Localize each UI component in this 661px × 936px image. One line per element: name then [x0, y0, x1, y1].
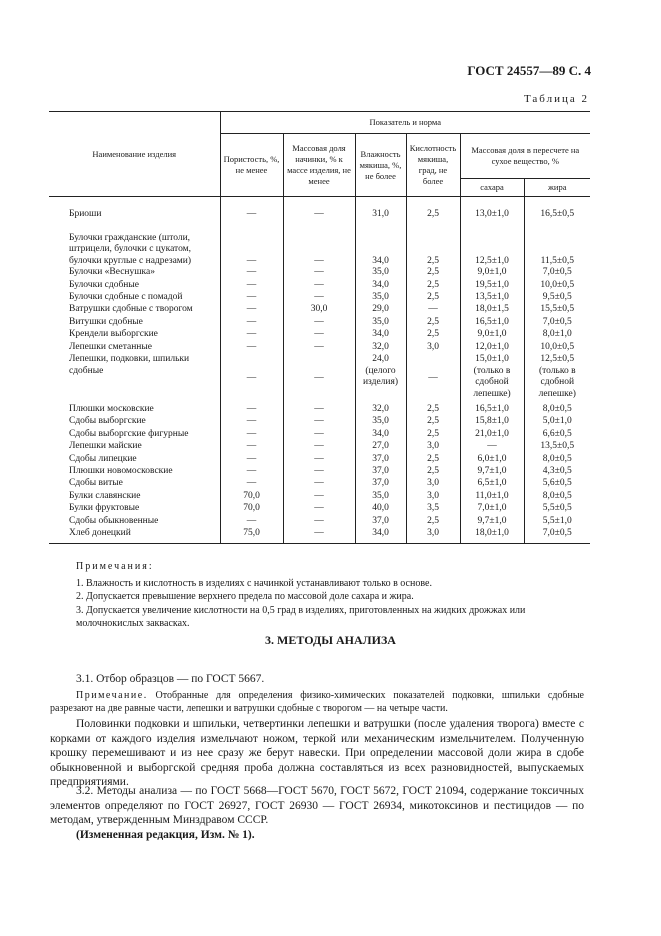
cell-moisture: 29,0	[355, 304, 406, 316]
row-name: Лепешки майские	[69, 441, 142, 452]
cell-acidity: 2,5	[406, 429, 460, 441]
cell-fat: 6,6±0,5	[524, 429, 590, 441]
cell-filling: —	[283, 491, 355, 503]
cell-porosity: —	[220, 280, 283, 292]
cell-moisture: 34,0	[355, 528, 406, 544]
row-name: Бриоши	[69, 209, 102, 220]
table-row	[49, 491, 590, 503]
cell-sugar: 13,5±1,0	[460, 292, 524, 304]
cell-fat: 11,5±0,5	[524, 233, 590, 268]
cell-acidity: 2,5	[406, 280, 460, 292]
row-name: Витушки сдобные	[69, 316, 143, 327]
cell-acidity: 2,5	[406, 233, 460, 268]
page-header: ГОСТ 24557—89 С. 4	[467, 63, 591, 78]
cell-acidity: 3,0	[406, 491, 460, 503]
table-row	[49, 342, 590, 354]
cell-sugar: 21,0±1,0	[460, 429, 524, 441]
cell-porosity: —	[220, 329, 283, 341]
cell-moisture: 35,0	[355, 491, 406, 503]
section-title: 3. МЕТОДЫ АНАЛИЗА	[265, 633, 396, 647]
cell-acidity: 2,5	[406, 416, 460, 428]
cell-filling: —	[283, 441, 355, 453]
table-row	[49, 404, 590, 416]
cell-fat: 7,0±0,5	[524, 317, 590, 329]
cell-sugar: 9,7±1,0	[460, 516, 524, 528]
paragraph-text: 3.2. Методы анализа — по ГОСТ 5668—ГОСТ 5670, ГОСТ 5672, ГОСТ 21094, содержание токсичных элементов определяют по ГОСТ 26927, ГОСТ 26930 — ГОСТ 26934, микотоксинов и пестицидов — по методам, утвержденным Минздравом СССР.	[50, 785, 584, 826]
table-row	[49, 429, 590, 441]
cell-moisture: 37,0	[355, 516, 406, 528]
cell-filling: —	[283, 454, 355, 466]
row-name: Сдобы витые	[69, 478, 123, 489]
cell-acidity: —	[406, 304, 460, 316]
row-name: Булочки сдобные с помадой	[69, 292, 183, 303]
cell-moisture: 31,0	[355, 209, 406, 221]
cell-acidity: 3,0	[406, 342, 460, 354]
cell-fat: 5,6±0,5	[524, 478, 590, 490]
cell-fat: 5,5±0,5	[524, 503, 590, 515]
row-name: Ватрушки сдобные с творогом	[69, 304, 193, 315]
cell-fat: 8,0±0,5	[524, 404, 590, 416]
cell-filling: —	[283, 404, 355, 416]
cell-sugar: 16,5±1,0	[460, 404, 524, 416]
cell-acidity: 2,5	[406, 516, 460, 528]
cell-acidity: 3,5	[406, 503, 460, 515]
row-name: Лепешки сметанные	[69, 341, 152, 352]
cell-porosity: —	[220, 454, 283, 466]
cell-porosity: —	[220, 429, 283, 441]
cell-sugar: 7,0±1,0	[460, 503, 524, 515]
cell-sugar: 9,0±1,0	[460, 329, 524, 341]
cell-sugar: 11,0±1,0	[460, 491, 524, 503]
paragraph-preparation	[50, 717, 584, 790]
table-row	[49, 329, 590, 341]
table-notes	[76, 560, 596, 631]
table-row	[49, 317, 590, 329]
cell-acidity: 2,5	[406, 404, 460, 416]
row-name: Плюшки новомосковские	[69, 465, 173, 476]
cell-moisture: 37,0	[355, 466, 406, 478]
cell-acidity: 2,5	[406, 466, 460, 478]
cell-porosity: —	[220, 354, 283, 404]
cell-filling: —	[283, 267, 355, 279]
cell-sugar: 15,0±1,0 (только в сдобной лепешке)	[460, 354, 524, 404]
cell-moisture: 35,0	[355, 317, 406, 329]
row-name: Лепешки, подковки, шпильки сдобные	[69, 354, 190, 376]
cell-acidity: 2,5	[406, 292, 460, 304]
cell-filling: —	[283, 466, 355, 478]
table-row	[49, 292, 590, 304]
cell-filling: —	[283, 503, 355, 515]
row-name: Булочки «Веснушка»	[69, 267, 155, 278]
cell-moisture: 34,0	[355, 329, 406, 341]
paragraph-text: Половинки подковки и шпильки, четвертинки лепешки и ватрушки (после удаления творога) вместе с корками от каждого изделия измельчают ножом, теркой или механическим измельчителем. Полученную крошку перемешивают и из нее сразу же берут навески. При определении массовой доли жира в сдобе обыкновенной и выборгской средняя проба должна составляться из всех разновидностей, выпускаемых предприятиями.	[50, 718, 584, 788]
cell-moisture: 32,0	[355, 342, 406, 354]
cell-sugar: 19,5±1,0	[460, 280, 524, 292]
cell-acidity: 3,0	[406, 528, 460, 544]
cell-fat: 8,0±0,5	[524, 491, 590, 503]
col-mass-share-header: Массовая доля в пересчете на сухое вещество, %	[460, 134, 590, 179]
cell-filling: —	[283, 280, 355, 292]
cell-porosity: —	[220, 342, 283, 354]
table-row	[49, 516, 590, 528]
cell-porosity: —	[220, 478, 283, 490]
col-acidity-header: Кислотность мякиша, град, не более	[406, 134, 460, 197]
cell-sugar: —	[460, 441, 524, 453]
cell-filling: —	[283, 429, 355, 441]
cell-fat: 4,3±0,5	[524, 466, 590, 478]
cell-moisture: 34,0	[355, 429, 406, 441]
cell-filling: —	[283, 516, 355, 528]
cell-moisture: 37,0	[355, 454, 406, 466]
cell-porosity: —	[220, 404, 283, 416]
cell-fat: 15,5±0,5	[524, 304, 590, 316]
cell-acidity: 3,0	[406, 441, 460, 453]
cell-moisture: 35,0	[355, 416, 406, 428]
cell-porosity: —	[220, 209, 283, 221]
cell-porosity: —	[220, 516, 283, 528]
cell-fat: 7,0±0,5	[524, 528, 590, 544]
row-name: Булки фруктовые	[69, 503, 140, 514]
cell-porosity: 75,0	[220, 528, 283, 544]
cell-acidity: 3,0	[406, 478, 460, 490]
cell-moisture: 40,0	[355, 503, 406, 515]
table-row	[49, 304, 590, 316]
norms-table	[49, 111, 590, 544]
row-name: Булочки гражданские (штоли, штрицели, булочки с цукатом, булочки круглые с надрезами)	[69, 232, 192, 266]
table-row	[49, 416, 590, 428]
cell-sugar: 12,5±1,0	[460, 233, 524, 268]
note-item: 1. Влажность и кислотность в изделиях с начинкой устанавливают только в основе.	[76, 577, 432, 589]
cell-sugar: 15,8±1,0	[460, 416, 524, 428]
cell-sugar: 6,0±1,0	[460, 454, 524, 466]
row-name: Плюшки московские	[69, 404, 154, 415]
cell-fat: 12,5±0,5 (только в сдобной лепешке)	[524, 354, 590, 404]
cell-sugar: 9,7±1,0	[460, 466, 524, 478]
row-name: Крендели выборгские	[69, 329, 158, 340]
cell-moisture: 27,0	[355, 441, 406, 453]
note-text: Отобранные для определения физико-химических показателей подковки, шпильки сдобные разрезают на две равные части, лепешки и ватрушки сдобные с творогом — на четыре части.	[50, 690, 584, 714]
cell-sugar: 6,5±1,0	[460, 478, 524, 490]
row-name: Сдобы обыкновенные	[69, 515, 159, 526]
paragraph-sampling	[50, 672, 584, 687]
col-porosity-header: Пористость, %, не менее	[220, 134, 283, 197]
cell-moisture: 34,0	[355, 280, 406, 292]
table-caption: Таблица 2	[523, 93, 589, 105]
cell-filling: —	[283, 329, 355, 341]
cell-acidity: 2,5	[406, 209, 460, 221]
cell-porosity: 70,0	[220, 503, 283, 515]
cell-moisture: 35,0	[355, 267, 406, 279]
table-row	[49, 267, 590, 279]
table-row	[49, 209, 590, 221]
row-name: Сдобы выборгские фигурные	[69, 428, 189, 439]
cell-porosity: —	[220, 317, 283, 329]
table-row	[49, 478, 590, 490]
col-moisture-header: Влажность мякиша, %, не более	[355, 134, 406, 197]
col-filling-header: Массовая доля начинки, % к массе изделия, не менее	[283, 134, 355, 197]
table-row	[49, 233, 590, 268]
cell-fat: 5,5±1,0	[524, 516, 590, 528]
cell-fat: 9,5±0,5	[524, 292, 590, 304]
note-item: 2. Допускается превышение верхнего предела по массовой доле сахара и жира.	[76, 591, 414, 602]
cell-sugar: 18,0±1,0	[460, 528, 524, 544]
cell-moisture: 34,0	[355, 233, 406, 268]
table-row	[49, 354, 590, 404]
cell-porosity: —	[220, 441, 283, 453]
cell-filling: —	[283, 416, 355, 428]
cell-fat: 7,0±0,5	[524, 267, 590, 279]
cell-porosity: —	[220, 416, 283, 428]
cell-porosity: —	[220, 233, 283, 268]
row-name: Булки славянские	[69, 490, 141, 501]
cell-fat: 5,0±1,0	[524, 416, 590, 428]
cell-acidity: 2,5	[406, 329, 460, 341]
cell-filling: —	[283, 317, 355, 329]
note-label: Примечание.	[76, 690, 148, 701]
amendment-note: (Измененная редакция, Изм. № 1).	[76, 828, 255, 841]
col-fat-header: жира	[524, 179, 590, 197]
table-row	[49, 528, 590, 544]
cell-moisture: 35,0	[355, 292, 406, 304]
note-item: 3. Допускается увеличение кислотности на 0,5 град в изделиях, приготовленных на жидких дрожжах или молочнокислых заквасках.	[76, 604, 526, 629]
row-name: Булочки сдобные	[69, 279, 139, 290]
cell-sugar: 18,0±1,5	[460, 304, 524, 316]
table-row	[49, 503, 590, 515]
notes-title: Примечания:	[76, 561, 154, 572]
cell-porosity: 70,0	[220, 491, 283, 503]
cell-acidity: —	[406, 354, 460, 404]
cell-fat: 16,5±0,5	[524, 209, 590, 221]
cell-acidity: 2,5	[406, 454, 460, 466]
cell-filling: —	[283, 478, 355, 490]
cell-moisture: 24,0 (целого изделия)	[355, 354, 406, 404]
cell-sugar: 12,0±1,0	[460, 342, 524, 354]
cell-fat: 13,5±0,5	[524, 441, 590, 453]
cell-fat: 8,0±1,0	[524, 329, 590, 341]
cell-filling: —	[283, 292, 355, 304]
cell-acidity: 2,5	[406, 267, 460, 279]
cell-sugar: 13,0±1,0	[460, 209, 524, 221]
cell-porosity: —	[220, 304, 283, 316]
cell-filling: —	[283, 342, 355, 354]
row-name: Сдобы выборгские	[69, 416, 146, 427]
col-sugar-header: сахара	[460, 179, 524, 197]
cell-filling: —	[283, 209, 355, 221]
cell-fat: 8,0±0,5	[524, 454, 590, 466]
cell-moisture: 37,0	[355, 478, 406, 490]
cell-filling: —	[283, 354, 355, 404]
paragraph-text: 3.1. Отбор образцов — по ГОСТ 5667.	[76, 673, 265, 685]
cell-filling: 30,0	[283, 304, 355, 316]
group-header: Показатель и норма	[220, 112, 590, 134]
cell-moisture: 32,0	[355, 404, 406, 416]
table-row	[49, 466, 590, 478]
cell-porosity: —	[220, 267, 283, 279]
paragraph-methods	[50, 784, 584, 842]
cell-fat: 10,0±0,5	[524, 280, 590, 292]
row-name: Сдобы липецкие	[69, 453, 137, 464]
cell-filling: —	[283, 528, 355, 544]
cell-filling: —	[283, 233, 355, 268]
cell-sugar: 9,0±1,0	[460, 267, 524, 279]
table-row	[49, 454, 590, 466]
cell-porosity: —	[220, 466, 283, 478]
cell-sugar: 16,5±1,0	[460, 317, 524, 329]
table-row	[49, 441, 590, 453]
table-row	[49, 280, 590, 292]
row-name: Хлеб донецкий	[49, 528, 220, 544]
cell-porosity: —	[220, 292, 283, 304]
cell-acidity: 2,5	[406, 317, 460, 329]
cell-fat: 10,0±0,5	[524, 342, 590, 354]
sampling-note	[50, 689, 584, 715]
col-name-header: Наименование изделия	[49, 112, 220, 197]
